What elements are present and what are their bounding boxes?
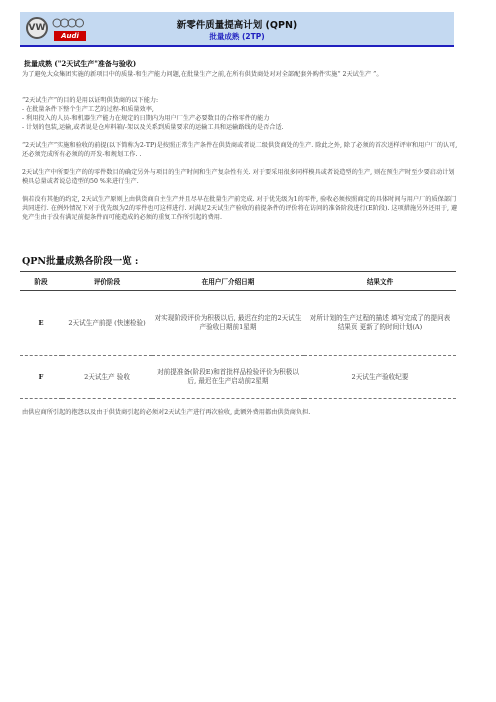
execution-paragraph: 倘若没有其他的约定, 2天试生产原则上由供货商自主生产并且尽早在批量生产前完成. 对于优先级为1的零件, 验收必须按照商定的具体时间与用户厂的质保部门共同进行. 在例外情况下对于优先级为2的零件也可这样进行. 对满足2天试生产验收的前提条件的评价将在访问的准备阶段进行(E阶段). 这项措施另外还用于, 避免产生由于没有满足前提条件而可能造成的必须的重复工作所引起的费用. — [22, 196, 458, 221]
intro-paragraph: 为了避免大众集团实施的新项目中的质量-和生产能力问题,在批量生产之前,在所有供货商处对对全部配套外购件实施“ 2天试生产 ”。 — [22, 71, 383, 78]
document-title: 新零件质量提高计划 (QPN) — [176, 20, 298, 31]
quantity-paragraph: 2天试生产中所要生产的的零件数目的确定另外与项目的生产时间和生产复杂性有关. 对于要采用很多同样模具或者说造型的生产, 则在预生产时至少要启动计划模具总量或者说总造型的50 %来进行生产. — [22, 169, 455, 185]
vw-logo-icon: VW — [26, 17, 48, 39]
column-header-stage: 阶段 — [20, 272, 62, 291]
overview-title: QPN批量成熟各阶段一览 : — [22, 256, 139, 267]
audi-logo-text: Audi — [54, 31, 86, 41]
result-cell: 2天试生产验收纪要 — [304, 356, 456, 399]
stage-table — [20, 271, 456, 399]
evaluation-cell: 2天试生产 验收 — [62, 356, 152, 399]
table-header-row — [20, 272, 456, 291]
date-cell: 对实现阶段评价为积极以后, 最迟在约定的2天试生产验收日期前1星期 — [152, 291, 304, 356]
result-cell: 对所计划的生产过程的描述 填写完成了的提问表 结果页 更新了的时间计划(A) — [304, 291, 456, 356]
capability-item-3: - 计划的包装,运输,或者说是仓库料箱/-架以及关系到质量要求的运输工具和运输路线的是否合适. — [22, 124, 284, 131]
table-row — [20, 356, 456, 399]
page-header — [20, 12, 454, 47]
cost-paragraph: 由供应商所引起的抱怨以及由于供货商引起的必须对2天试生产进行再次验收, 此额外费用都由供货商负担. — [22, 409, 311, 416]
capability-item-1: - 在批量条件下整个生产工艺的过程-和质量效率, — [22, 106, 154, 113]
section-title: 批量成熟 ("2天试生产"准备与验收) — [24, 59, 137, 68]
stage-cell: E — [20, 291, 62, 356]
column-header-evaluation: 评价阶段 — [62, 272, 152, 291]
document-subtitle: 批量成熟 (2TP) — [209, 32, 265, 41]
evaluation-cell: 2天试生产前提 (快速检验) — [62, 291, 152, 356]
stage-cell: F — [20, 356, 62, 399]
column-header-result: 结果文件 — [304, 272, 456, 291]
capability-item-2: - 利用投入的人员-和机器生产能力在规定的日期内为用户厂生产必要数目的合格零件的能力 — [22, 115, 270, 122]
prerequisite-paragraph: “2天试生产”实施和验收的前提(以下简称为2-TP)是按照正常生产条件在供货商或者说二级供货商处的生产. 除此之外, 除了必须的首次送样评审和用户厂的认可, 还必须完成所有必须的的开发-和规划工作. . — [22, 142, 458, 158]
table-row — [20, 291, 456, 356]
column-header-date: 在用户厂介绍日期 — [152, 272, 304, 291]
date-cell: 对前提准备(阶段E)和首批样品检验评价为积极以后, 最迟在生产启动前2星期 — [152, 356, 304, 399]
capability-intro: “2天试生产”的目的是用以证明供货商的以下能力: — [22, 97, 159, 104]
